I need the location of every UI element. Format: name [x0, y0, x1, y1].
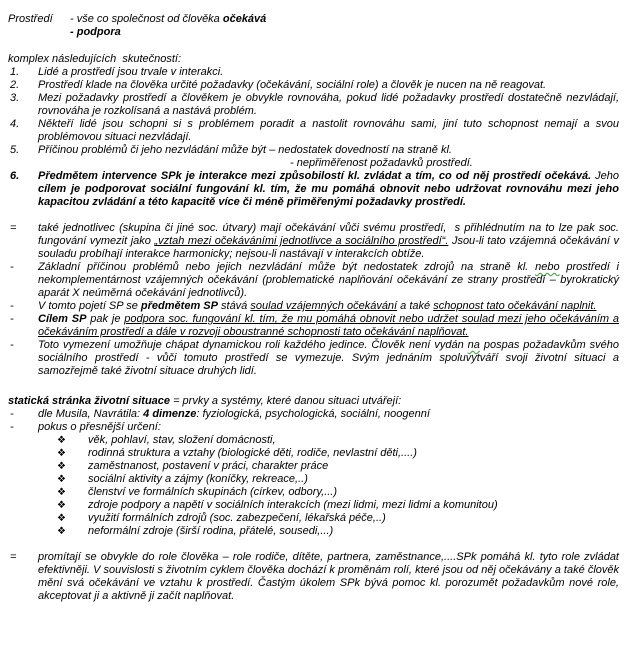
static-heading — [8, 395, 619, 408]
diamond-bullet-icon: ❖ — [57, 487, 66, 498]
item-text — [38, 551, 619, 603]
item-text — [38, 92, 619, 118]
item-number: 3. — [10, 92, 20, 104]
text-run: Toto vymezení umožňuje chápat dynamickou roli každého jedince. Člověk není vydán — [38, 339, 468, 351]
diamond-bullet-icon: ❖ — [57, 513, 66, 524]
text-run: Prostředí klade na člověka určité požadavky (očekávání, sociální role) a člověk je nucen na ně reagovat. — [38, 79, 547, 91]
text-run: Příčinou problémů či jeho nezvládání může být – nedostatek dovedností na straně kl. — [38, 144, 452, 156]
item-text — [38, 408, 619, 421]
bold-text: 4 dimenze — [143, 408, 197, 420]
item-text — [38, 300, 619, 313]
bullet-item — [57, 473, 619, 486]
numbered-item — [8, 92, 619, 118]
static-points — [8, 408, 619, 434]
bullet-text: sociální aktivity a zájmy (koníčky, rekreace,..) — [88, 473, 308, 485]
bullet-item — [57, 525, 619, 538]
text-run: pospas požadavkům svého sociálního prostředí - vůči tomuto prostředí se vymezuje. Svým jednáním spoluvytváří svoji životní situaci a samozřejmě také životní situace druhých lidí. — [38, 339, 619, 377]
point-item — [8, 222, 619, 261]
bullet-text: věk, pohlaví, stav, složení domácnosti, — [88, 434, 276, 446]
item-marker: - — [10, 408, 14, 420]
bold-text: Předmětem intervence SPk je interakce mezi způsobilostí kl. zvládat a tím, co od něj prostředí očekává. — [38, 170, 596, 182]
numbered-item — [8, 79, 619, 92]
text-run: dle Musila, Navrátila: — [38, 408, 144, 420]
underlined-text: podpora soc. fungování kl. tím, že mu pomáhá obnovit nebo udržet soulad mezi jeho očekáváním a očekáváním prostředí a dále v rozvoji oboustranné schopnosti tato očekávání naplňovat. — [38, 313, 620, 338]
item-text — [38, 261, 619, 300]
diamond-bullet-icon: ❖ — [57, 435, 66, 446]
bold-text: očekává — [222, 13, 267, 25]
bullet-item — [57, 434, 619, 447]
text-run: Jeho — [595, 170, 619, 182]
underlined-text: „vztah mezi očekáváními jednotlivce a sociálního prostředí“. — [154, 235, 449, 247]
item-text — [38, 421, 619, 434]
item-text — [38, 339, 619, 378]
spellcheck-word: nebo — [535, 261, 560, 273]
spellcheck-word: na — [467, 339, 480, 351]
point-item — [8, 261, 619, 300]
numbered-item — [8, 118, 619, 144]
item-number: 4. — [10, 118, 20, 130]
term-label: Prostředí — [8, 13, 53, 25]
bullet-text: zdroje podpory a napětí v sociálních interakcích (mezi lidmi, mezi lidmi a komunitou) — [88, 499, 498, 511]
item-marker: = — [10, 551, 17, 563]
point-item — [8, 313, 619, 339]
text-run: prostředí i nekomplementárnost vzájemných očekávání (problematické naplňování očekávání ze strany prostředí – byrokratický aparát X neúměrná očekávání jednotlivců). — [38, 261, 619, 299]
numbered-item — [8, 144, 619, 170]
item-text — [38, 313, 619, 339]
item-marker: - — [10, 339, 14, 351]
diamond-bullet-icon: ❖ — [57, 474, 66, 485]
text-run: stává — [217, 300, 251, 312]
item-text — [38, 118, 619, 144]
bold-text: cílem je podporovat sociální fungování kl. tím, že mu pomáhá obnovit nebo udržovat rovnováhu mezi jeho kapacitou zvládání a této kapacitě více či méně přiměřenými požadavky prostředí. — [38, 183, 619, 208]
bullet-text: zaměstnanost, postavení v práci, charakter práce — [88, 460, 329, 472]
text-run: Jsou-li tato vzájemná očekávání v souladu probíhají interakce harmonicky; nejsou-li nastávají v interakcích obtíže. — [38, 235, 619, 260]
diamond-bullet-icon: ❖ — [57, 461, 66, 472]
text-run: pak je — [86, 313, 125, 325]
numbered-list — [8, 66, 619, 209]
bullet-item — [57, 512, 619, 525]
item-marker: - — [10, 313, 14, 325]
item-text — [38, 79, 619, 92]
item-marker: - — [10, 300, 14, 312]
text-run: pokus o přesnější určení: — [38, 421, 161, 433]
definition-line — [70, 13, 619, 26]
definition-lines — [70, 13, 619, 39]
bullet-list — [57, 434, 619, 538]
diamond-bullet-icon: ❖ — [57, 526, 66, 537]
item-marker: - — [10, 261, 14, 273]
item-marker: = — [10, 222, 17, 234]
underlined-text: schopnost tato očekávání naplnit. — [433, 300, 597, 312]
bold-text: - podpora — [70, 26, 121, 38]
point-item — [8, 300, 619, 313]
numbered-item — [8, 170, 619, 209]
text-run: Základní příčinou problémů nebo jejich nezvládání může být nedostatek zdrojů na straně kl. — [38, 261, 536, 273]
diamond-bullet-icon: ❖ — [57, 448, 66, 459]
definition-line — [70, 26, 619, 39]
text-run: Lidé a prostředí jsou trvale v interakci. — [38, 66, 224, 78]
item-number: 2. — [10, 79, 20, 91]
bullet-item — [57, 447, 619, 460]
text-run: také jednotlivec (skupina či jiné soc. útvary) mají očekávání vůči svému prostředí, s přihlédnutím na to lze pak soc. fungování vymezit jako — [38, 222, 619, 247]
item-number: 1. — [10, 66, 20, 78]
item-marker: - — [10, 421, 14, 433]
points-list — [8, 222, 619, 378]
text-run: Mezi požadavky prostředí a člověkem je obvykle rovnováha, pokud lidé požadavky prostředí dostatečně nezvládají, rovnováha je rozkolísaná a nastává problém. — [38, 92, 619, 117]
point-item — [8, 408, 619, 421]
text-run: V tomto pojetí SP se — [38, 300, 141, 312]
point-item — [8, 421, 619, 434]
text-run: promítají se obvykle do role člověka – role rodiče, dítěte, partnera, zaměstnance,....SPk pomáhá kl. tyto role zvládat efektivněji. V souvislosti s životním cyklem člověka dochází k proměnám rolí, které jsou od něj očekávány a také člověk mění svá očekávání ve vztahu k prostředí. Častým úkolem SPk bývá pomoc kl. porozumět požadavkům nové role, akceptovat ji a aktivně ji začít naplňovat. — [38, 551, 619, 602]
item-text — [38, 144, 619, 170]
point-item — [8, 339, 619, 378]
numbered-item — [8, 66, 619, 79]
final-paragraph — [8, 551, 619, 603]
item-text — [38, 222, 619, 261]
diamond-bullet-icon: ❖ — [57, 500, 66, 511]
bullet-item — [57, 486, 619, 499]
item-text — [38, 66, 619, 79]
bullet-text: neformální zdroje (širší rodina, přátelé, sousedi,...) — [88, 525, 334, 537]
bold-text: Cílem SP — [38, 313, 87, 325]
point-item — [8, 551, 619, 603]
bullet-text: členství ve formálních skupinách (církev, odbory,...) — [88, 486, 338, 498]
underlined-text: soulad vzájemných očekávání — [250, 300, 398, 312]
bold-text: předmětem SP — [140, 300, 218, 312]
intro-line: komplex následujících skutečností: — [8, 53, 182, 65]
bullet-item — [57, 460, 619, 473]
text-run: = prvky a systémy, které danou situaci utvářejí: — [170, 395, 402, 407]
text-run: : fyziologická, psychologická, sociální, noogenní — [196, 408, 430, 420]
definition-header — [8, 13, 619, 39]
text-run: - vše co společnost od člověka — [70, 13, 223, 25]
text-run: a také — [397, 300, 434, 312]
item-text — [38, 170, 619, 209]
item-number: 6. — [10, 170, 20, 182]
bullet-text: rodinná struktura a vztahy (biologické děti, rodiče, nevlastní děti,....) — [88, 447, 417, 459]
item-subline: - nepřiměřenost požadavků prostředí. — [290, 157, 473, 169]
bold-text: statická stránka životní situace — [8, 395, 171, 407]
bullet-item — [57, 499, 619, 512]
bullet-text: využití formálních zdrojů (soc. zabezpečení, lékařská péče,..) — [88, 512, 386, 524]
item-number: 5. — [10, 144, 20, 156]
text-run: Někteří lidé jsou schopni si s problémem poradit a nastolit rovnováhu sami, jiní tuto schopnost nemají a svou problémovou situaci nezvládají. — [38, 118, 619, 143]
